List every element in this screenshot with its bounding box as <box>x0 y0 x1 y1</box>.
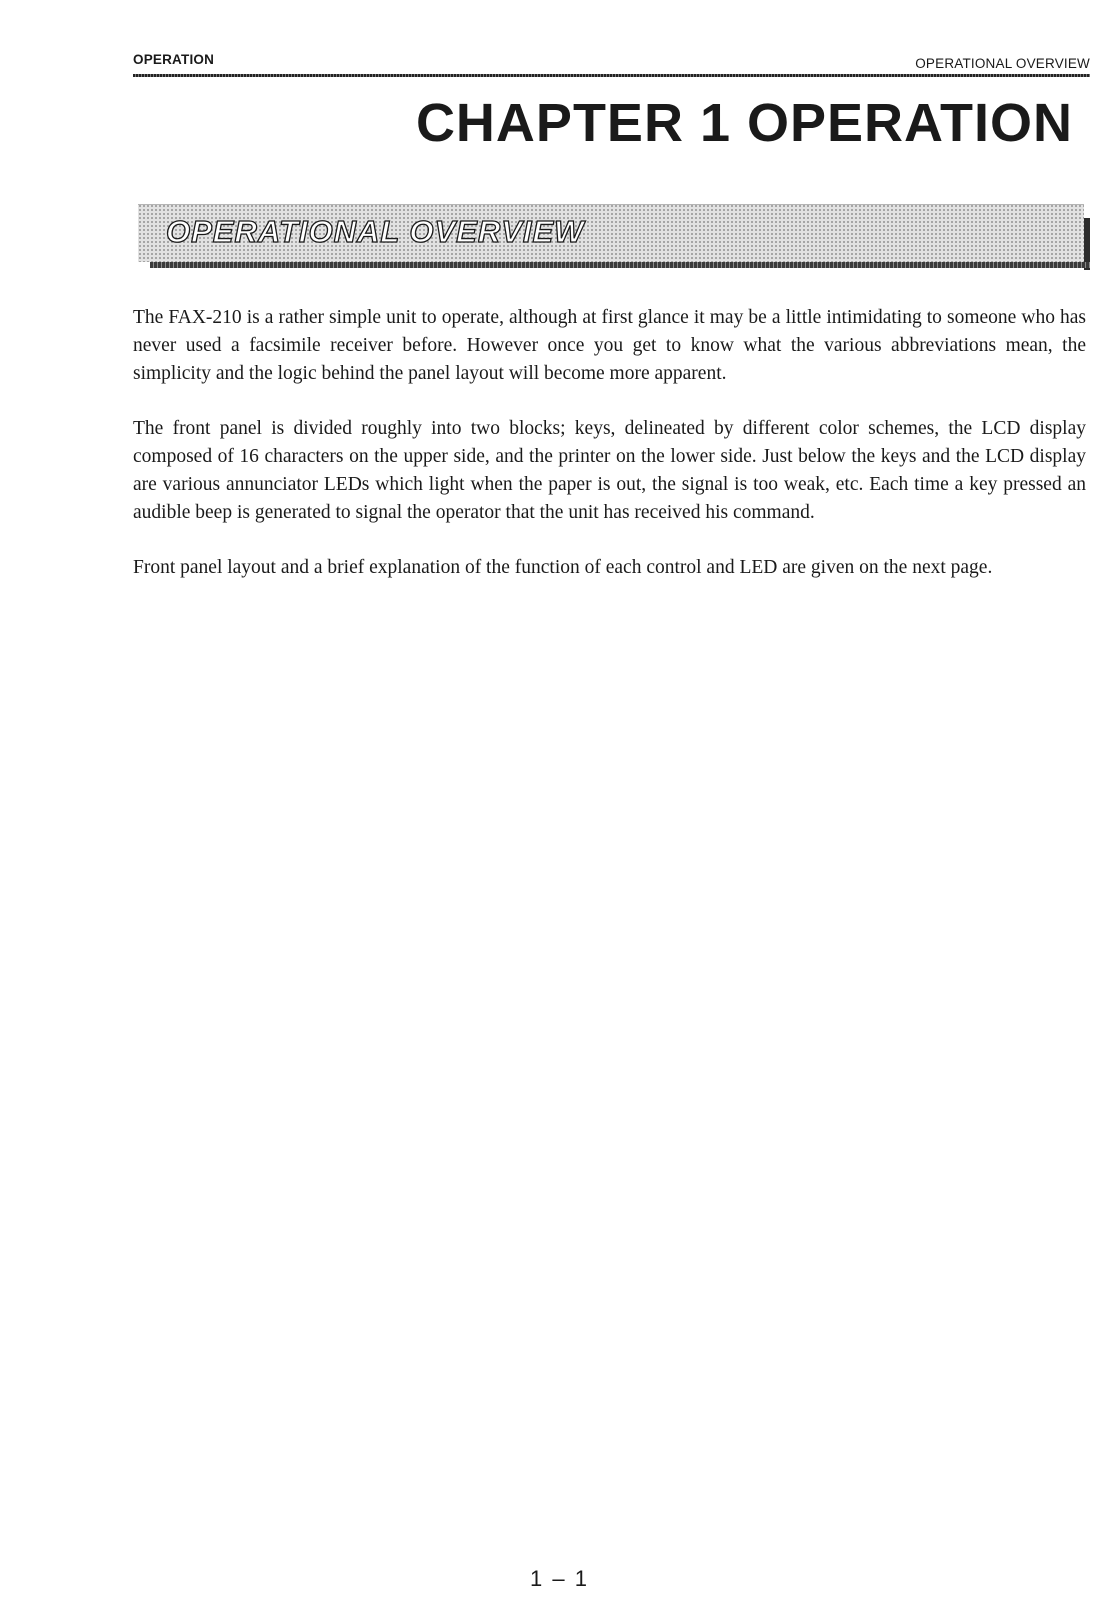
header-rule <box>133 74 1090 77</box>
section-banner-top-edge <box>138 204 1084 205</box>
paragraph-front-panel: The front panel is divided roughly into two blocks; keys, delineated by different color schemes, the LCD display composed of 16 characters on the upper side, and the printer on the lower side. Just below the keys and the LCD display are various annunciator LEDs which light when the paper is out, the signal is too weak, etc. Each time a key pressed an audible beep is generated to signal the operator that the unit has received his command. <box>133 418 1086 523</box>
chapter-title: CHAPTER 1 OPERATION <box>415 93 1073 153</box>
running-header-chapter: OPERATION <box>133 52 215 67</box>
body-text <box>133 304 1086 609</box>
paragraph-intro: The FAX-210 is a rather simple unit to operate, although at first glance it may be a little intimidating to someone who has never used a facsimile receiver before. However once you get to know what the various abbreviations mean, the simplicity and the logic behind the panel layout will become more apparent. <box>133 307 1086 384</box>
section-title: OPERATIONAL OVERVIEW <box>166 214 585 249</box>
paragraph-next-page: Front panel layout and a brief explanation of the function of each control and LED are given on the next page. <box>133 557 993 578</box>
running-header-section: OPERATIONAL OVERVIEW <box>915 56 1090 71</box>
page-number: 1 – 1 <box>530 1566 589 1591</box>
section-banner-shadow-bottom <box>150 262 1090 268</box>
